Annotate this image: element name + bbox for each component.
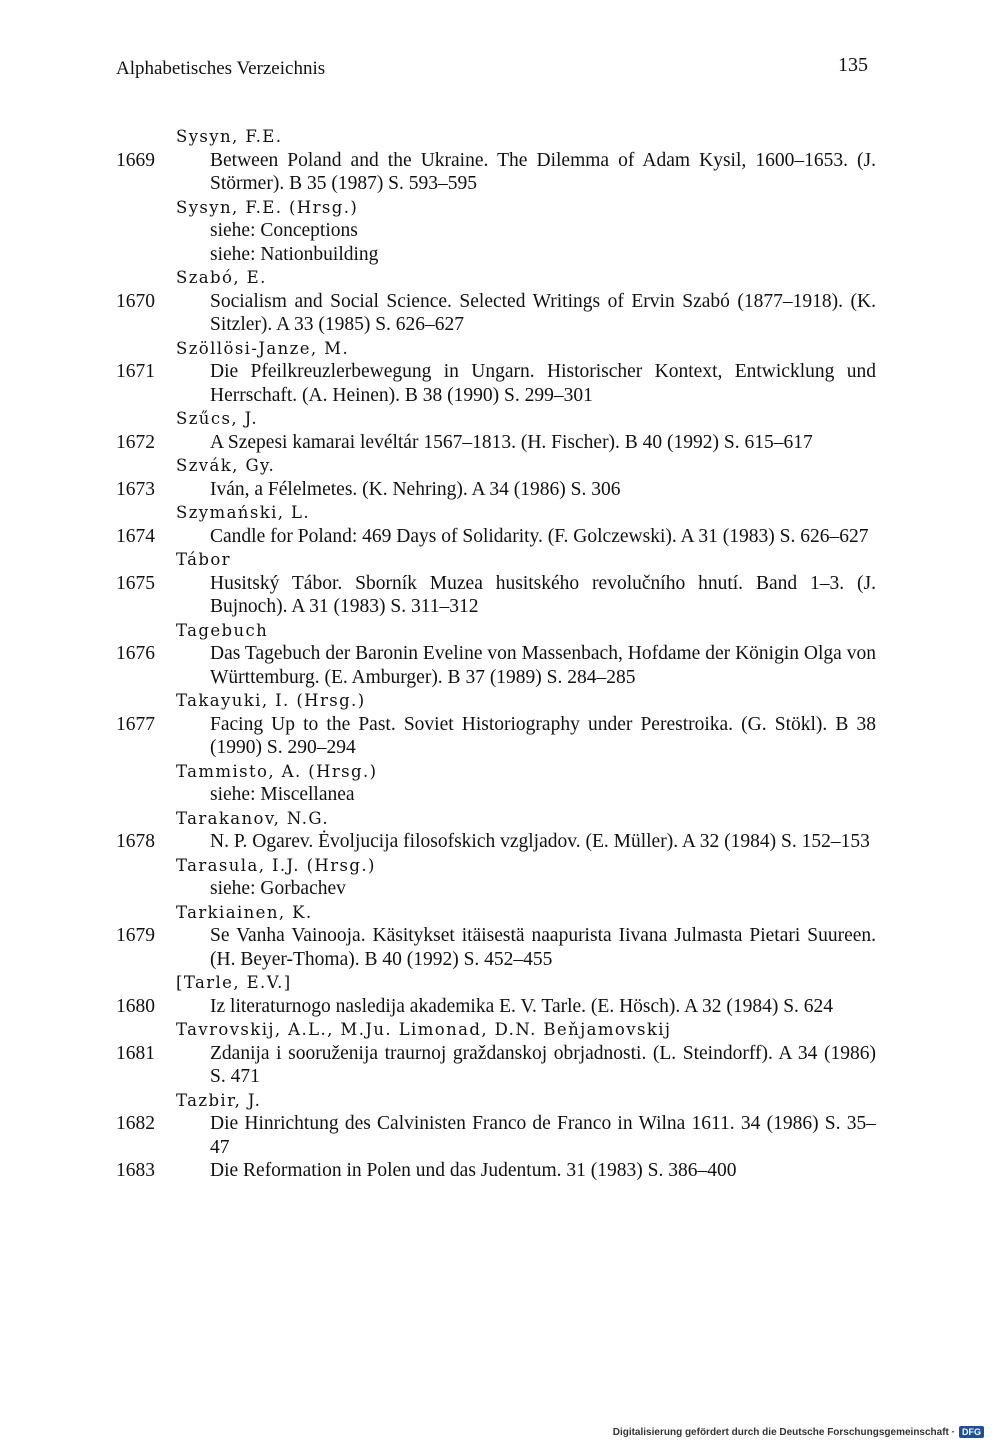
entry-number: 1671 — [116, 361, 155, 382]
entry-text: Facing Up to the Past. Soviet Historiography under Perestroika. (G. Stökl). B 38 (1990) S. 290–294 — [210, 713, 876, 758]
dfg-logo: DFG — [959, 1426, 984, 1438]
entry-number: 1676 — [116, 643, 155, 664]
entry-text: Socialism and Social Science. Selected Writings of Ervin Szabó (1877–1918). (K. Sitzler). A 33 (1985) S. 626–627 — [210, 290, 876, 335]
entry-text: A Szepesi kamarai levéltár 1567–1813. (H. Fischer). B 40 (1992) S. 615–617 — [210, 431, 813, 453]
entry-number: 1681 — [116, 1042, 155, 1064]
footer-text: Digitalisierung gefördert durch die Deutsche Forschungsgemeinschaft · — [612, 1426, 955, 1438]
author-heading: [Tarle, E.V.] — [176, 973, 292, 992]
entry-number: 1674 — [116, 525, 155, 547]
index-entry — [116, 572, 876, 619]
see-reference: siehe: Conceptions — [210, 220, 358, 241]
entry-number: 1670 — [116, 290, 155, 312]
author-heading: Sysyn, F.E. — [176, 127, 283, 146]
entry-text: Die Pfeilkreuzlerbewegung in Ungarn. Historischer Kontext, Entwicklung und Herrschaft. (A. Heinen). B 38 (1990) S. 299–301 — [210, 361, 876, 406]
author-heading: Szöllösi-Janze, M. — [176, 338, 350, 358]
page-number: 135 — [838, 54, 868, 76]
entry-number: 1678 — [116, 831, 155, 852]
entry-number: 1683 — [116, 1160, 155, 1181]
author-heading: Tazbir, J. — [176, 1090, 262, 1110]
author-heading: Tavrovskij, A.L., M.Ju. Limonad, D.N. Beňjamovskij — [176, 1020, 672, 1039]
index-entry — [116, 830, 876, 854]
entry-number: 1672 — [116, 431, 155, 453]
entry-number: 1669 — [116, 149, 155, 171]
index-entry — [116, 525, 876, 549]
index-entries — [116, 125, 876, 1183]
see-reference: siehe: Nationbuilding — [210, 243, 379, 265]
author-heading: Tábor — [176, 550, 231, 569]
author-heading: Tagebuch — [176, 620, 269, 640]
running-title: Alphabetisches Verzeichnis — [116, 58, 326, 79]
author-heading: Sysyn, F.E. (Hrsg.) — [176, 197, 359, 217]
index-entry — [116, 1042, 876, 1089]
entry-text: N. P. Ogarev. Ėvoljucija filosofskich vzgljadov. (E. Müller). A 32 (1984) S. 152–153 — [210, 831, 870, 852]
author-heading: Tarkiainen, K. — [176, 902, 313, 922]
entry-number: 1679 — [116, 925, 155, 946]
entry-text: Iván, a Félelmetes. (K. Nehring). A 34 (1986) S. 306 — [210, 478, 621, 500]
index-entry — [116, 995, 876, 1019]
index-entry — [116, 924, 876, 971]
entry-text: Zdanija i sooruženija traurnoj graždanskoj obrjadnosti. (L. Steindorff). A 34 (1986) S. 471 — [210, 1042, 876, 1087]
index-entry — [116, 360, 876, 407]
entry-text: Between Poland and the Ukraine. The Dilemma of Adam Kysil, 1600–1653. (J. Störmer). B 35 (1987) S. 593–595 — [210, 149, 876, 194]
entry-text: Se Vanha Vainooja. Käsitykset itäisestä naapurista Iivana Julmasta Pietari Suureen. (H. Beyer-Thoma). B 40 (1992) S. 452–455 — [210, 925, 876, 970]
author-heading: Szűcs, J. — [176, 409, 258, 428]
author-heading: Tarakanov, N.G. — [176, 808, 329, 828]
author-heading: Tammisto, A. (Hrsg.) — [176, 761, 378, 781]
entry-text: Husitský Tábor. Sborník Muzea husitského revolučního hnutí. Band 1–3. (J. Bujnoch). A 31 (1983) S. 311–312 — [210, 572, 876, 617]
index-entry — [116, 1159, 876, 1183]
index-entry — [116, 642, 876, 689]
author-heading: Tarasula, I.J. (Hrsg.) — [176, 855, 376, 875]
entry-text: Die Hinrichtung des Calvinisten Franco de Franco in Wilna 1611. 34 (1986) S. 35–47 — [210, 1113, 876, 1158]
author-heading: Szvák, Gy. — [176, 456, 276, 475]
entry-number: 1675 — [116, 572, 155, 594]
digitization-footer — [613, 1426, 984, 1438]
entry-text: Iz literaturnogo nasledija akademika E. V. Tarle. (E. Hösch). A 32 (1984) S. 624 — [210, 995, 834, 1017]
index-entry — [116, 713, 876, 760]
author-heading: Szymański, L. — [176, 503, 311, 522]
entry-text: Die Reformation in Polen und das Judentum. 31 (1983) S. 386–400 — [210, 1160, 737, 1181]
author-heading: Takayuki, I. (Hrsg.) — [176, 691, 366, 710]
entry-number: 1682 — [116, 1113, 155, 1134]
index-entry — [116, 290, 876, 337]
see-reference: siehe: Miscellanea — [210, 784, 355, 805]
page-header — [116, 54, 868, 88]
index-entry — [116, 431, 876, 455]
entry-number: 1680 — [116, 995, 155, 1017]
entry-number: 1673 — [116, 478, 155, 500]
see-reference: siehe: Gorbachev — [210, 878, 346, 899]
entry-number: 1677 — [116, 713, 155, 735]
index-entry — [116, 1112, 876, 1159]
index-entry — [116, 149, 876, 196]
entry-text: Candle for Poland: 469 Days of Solidarity. (F. Golczewski). A 31 (1983) S. 626–627 — [210, 525, 869, 547]
index-entry — [116, 478, 876, 502]
author-heading: Szabó, E. — [176, 268, 267, 287]
entry-text: Das Tagebuch der Baronin Eveline von Massenbach, Hofdame der Königin Olga von Württemburg. (E. Amburger). B 37 (1989) S. 284–285 — [210, 643, 876, 688]
